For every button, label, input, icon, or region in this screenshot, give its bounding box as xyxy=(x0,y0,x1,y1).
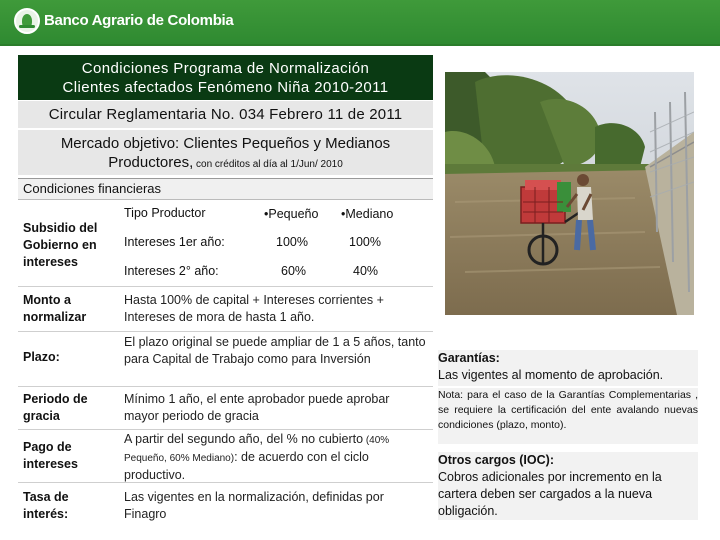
title-line-2: Clientes afectados Fenómeno Niña 2010-2011 xyxy=(62,79,389,96)
otros-cargos-box xyxy=(438,452,698,520)
intereses-1-label: Intereses 1er año: xyxy=(124,235,225,249)
pago-value xyxy=(124,431,427,484)
intereses-2-pequeno: 60% xyxy=(281,264,307,278)
pequeno-header: •Pequeño xyxy=(264,207,319,221)
table-row-pago xyxy=(18,431,433,483)
plazo-value: El plazo original se puede ampliar de 1 a 5 años, tanto para Capital de Trabajo como para Inversión xyxy=(124,335,426,366)
page-title xyxy=(18,55,433,100)
target-market-note: con créditos al día al 1/Jun/ 2010 xyxy=(193,159,343,170)
target-market-text-2: Productores, xyxy=(108,154,194,171)
tasa-value: Las vigentes en la normalización, definidas por Finagro xyxy=(124,490,384,521)
otros-title: Otros cargos (IOC): xyxy=(438,453,554,467)
garantias-note: Nota: para el caso de la Garantías Complementarias , se requiere la certificación del ente avalando nuevas condiciones (plazo, monto). xyxy=(438,389,698,431)
flood-photo xyxy=(445,72,694,315)
intereses-2-mediano: 40% xyxy=(353,264,379,278)
intereses-1-pequeno: 100% xyxy=(276,235,308,249)
target-market xyxy=(18,130,433,175)
monto-value: Hasta 100% de capital + Intereses corrientes + Intereses de mora de hasta 1 año. xyxy=(124,293,384,324)
header-bar xyxy=(0,0,720,46)
plazo-label: Plazo: xyxy=(23,350,60,364)
pago-label: Pago de intereses xyxy=(23,440,78,471)
garantias-title: Garantías: xyxy=(438,351,500,365)
circular-reference: Circular Reglamentaria No. 034 Febrero 11 de 2011 xyxy=(18,101,433,128)
bank-logo-icon xyxy=(14,8,40,34)
intereses-2-label: Intereses 2° año: xyxy=(124,264,219,278)
table-row-monto xyxy=(18,288,433,332)
conditions-table xyxy=(18,178,433,527)
pago-value-end: : de acuerdo con el ciclo productivo. xyxy=(124,450,369,482)
table-row-subsidio xyxy=(18,201,433,287)
table-row-gracia xyxy=(18,388,433,430)
garantias-box xyxy=(438,350,698,386)
monto-label: Monto a normalizar xyxy=(23,293,87,324)
target-market-label: Mercado objetivo: xyxy=(60,135,180,152)
intereses-1-mediano: 100% xyxy=(349,235,381,249)
table-row-plazo xyxy=(18,333,433,387)
title-line-1: Condiciones Programa de Normalización xyxy=(81,60,370,77)
mediano-header: •Mediano xyxy=(341,207,394,221)
target-market-text-1: Clientes Pequeños y Medianos xyxy=(179,135,391,152)
tipo-productor-header: Tipo Productor xyxy=(124,206,206,220)
table-row-tasa xyxy=(18,484,433,526)
brand-name: Banco Agrario de Colombia xyxy=(44,12,234,29)
otros-text: Cobros adicionales por incremento en la cartera deben ser cargados a la nueva obligación. xyxy=(438,470,662,518)
garantias-text: Las vigentes al momento de aprobación. xyxy=(438,368,664,382)
tasa-label: Tasa de interés: xyxy=(23,490,69,521)
flood-photo-illustration xyxy=(445,72,694,315)
pago-value-main: A partir del segundo año, del % no cubierto xyxy=(124,432,364,446)
pago-value-note: (40% Pequeño, 60% Mediano) xyxy=(124,435,390,464)
conditions-header: Condiciones financieras xyxy=(18,178,433,200)
gracia-value: Mínimo 1 año, el ente aprobador puede aprobar mayor periodo de gracia xyxy=(124,392,390,423)
subsidio-label: Subsidio del Gobierno en intereses xyxy=(23,221,98,269)
garantias-note-box xyxy=(438,388,698,444)
gracia-label: Periodo de gracia xyxy=(23,392,88,423)
